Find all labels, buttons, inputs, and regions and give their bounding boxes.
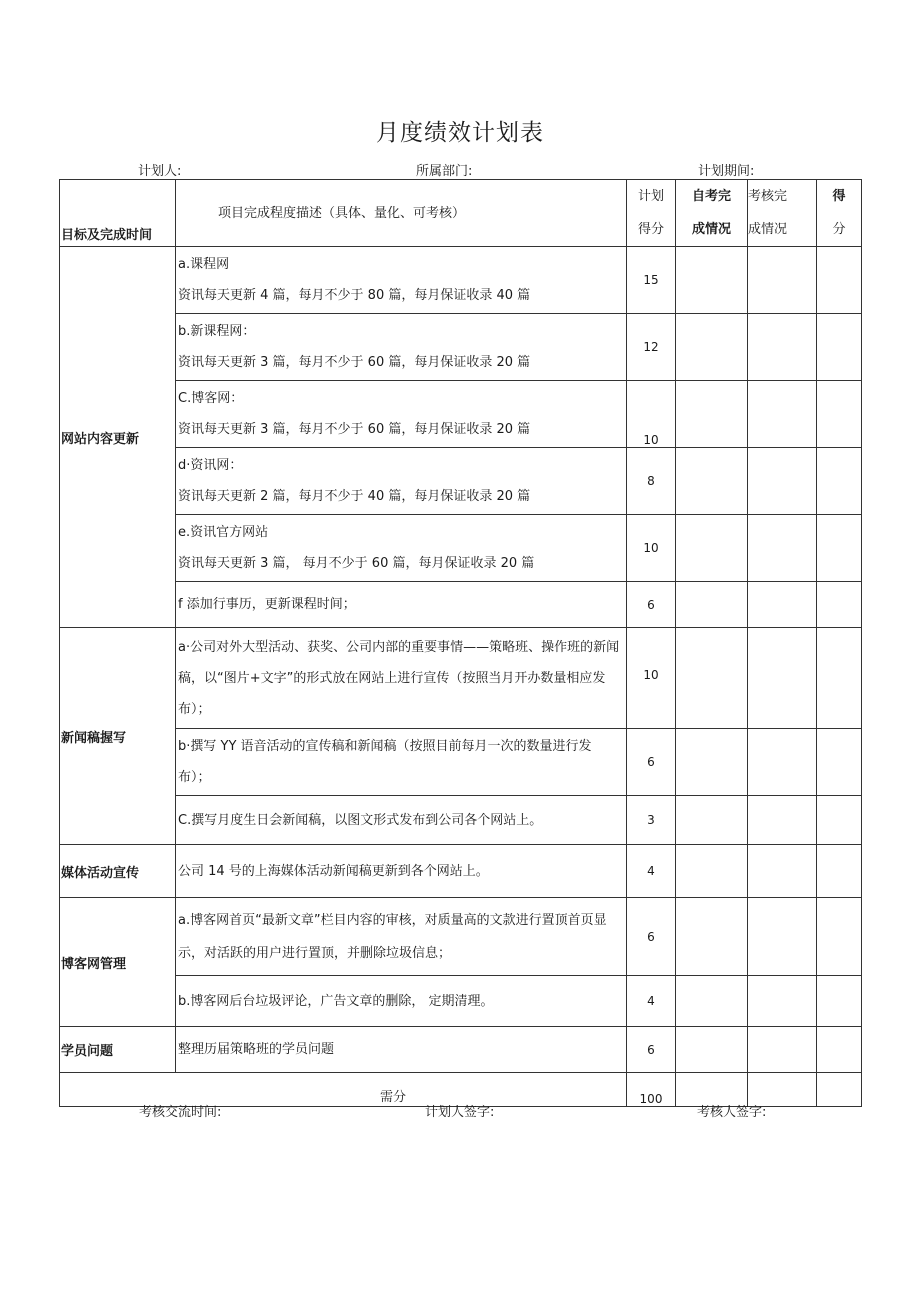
header-review-line2: 成情况 [748,222,788,237]
score-cell[interactable] [817,247,862,314]
plan-score-cell [627,845,676,898]
header-row [60,180,862,247]
score-cell[interactable] [817,314,862,381]
description-line: 资讯每天更新 2 篇，每月不少于 40 篇，每月保证收录 20 篇 [178,489,531,504]
plan-score-cell [627,729,676,796]
description-cell [176,976,627,1027]
self-check-cell[interactable] [676,729,748,796]
plan-score-cell [627,448,676,515]
review-cell[interactable] [748,515,817,582]
score-cell[interactable] [817,898,862,976]
description-text: b.博客网后台垃圾评论，广告文章的删除， 定期清理。 [178,993,494,1009]
self-check-cell[interactable] [676,381,748,448]
plan-score-cell [627,628,676,729]
description-line: 资讯每天更新 3 篇，每月不少于 60 篇，每月保证收录 20 篇 [178,422,531,437]
description-cell [176,1027,627,1073]
goal-text: 学员问题 [61,1044,114,1059]
table-row [60,314,862,381]
header-plan-score-line1: 计划 [637,189,664,204]
plan-score-cell [627,515,676,582]
plan-score-cell [627,247,676,314]
plan-score: 6 [647,929,655,944]
header-self-check-line1: 自考完 [691,189,731,204]
table-row [60,448,862,515]
plan-score-cell [627,582,676,628]
self-check-cell[interactable] [676,898,748,976]
self-check-cell[interactable] [676,582,748,628]
self-check-cell[interactable] [676,796,748,845]
description-line: d·资讯网： [178,458,243,473]
self-check-cell[interactable] [676,845,748,898]
score-cell[interactable] [817,582,862,628]
header-plan-score [627,180,676,247]
goal-text: 博客网管理 [61,956,127,972]
plan-score: 4 [647,994,655,1008]
review-cell[interactable] [748,976,817,1027]
review-cell[interactable] [748,448,817,515]
header-goal-time-text: 目标及完成时间 [61,228,153,243]
review-cell[interactable] [748,381,817,448]
plan-score: 12 [643,340,659,354]
plan-score-cell [627,976,676,1027]
table-row [60,247,862,314]
plan-score: 15 [643,273,659,287]
table-row [60,582,862,628]
reviewer-signature-label: 考核人签字: [697,1105,767,1120]
score-cell[interactable] [817,1027,862,1073]
description-text: 公司 14 号的上海媒体活动新闻稿更新到各个网站上。 [178,863,489,879]
score-cell[interactable] [817,796,862,845]
plan-score: 6 [647,755,655,769]
goal-cell [60,247,176,628]
description-cell [176,448,627,515]
plan-score: 10 [643,668,659,682]
table-row [60,729,862,796]
planner-label: 计划人: [138,164,182,179]
review-cell[interactable] [748,1027,817,1073]
description-line: C.博客网： [178,391,244,406]
plan-score-cell [627,796,676,845]
page-title: 月度绩效计划表 [376,120,544,146]
header-plan-score-line2: 得分 [637,222,664,237]
table-row [60,976,862,1027]
total-score-cell [627,1073,676,1107]
description-text: 整理历届策略班的学员问题 [178,1042,335,1057]
department-label: 所属部门: [416,164,473,179]
table-row [60,796,862,845]
review-cell[interactable] [748,729,817,796]
review-cell[interactable] [748,628,817,729]
description-line: 资讯每天更新 3 篇，每月不少于 60 篇，每月保证收录 20 篇 [178,355,531,370]
plan-score: 6 [647,1042,655,1057]
total-score-final-cell[interactable] [817,1073,862,1107]
header-description [176,180,627,247]
self-check-cell[interactable] [676,628,748,729]
score-cell[interactable] [817,845,862,898]
goal-text: 网站内容更新 [61,431,140,447]
planner-signature-label: 计划人签字: [425,1105,495,1120]
header-self-check [676,180,748,247]
review-cell[interactable] [748,582,817,628]
description-cell [176,247,627,314]
plan-score: 10 [643,433,659,447]
header-score-line2: 分 [832,222,846,237]
header-description-text: 项目完成程度描述（具体、量化、可考核） [218,206,466,221]
plan-score: 3 [647,813,655,827]
goal-text: 新闻稿握写 [61,730,127,746]
description-text: a.博客网首页“最新文章”栏目内容的审核，对质量高的文款进行置顶首页显示，对活跃的用户进行置顶，并删除垃圾信息； [178,912,607,961]
plan-score-cell [627,381,676,448]
description-text: C.撰写月度生日会新闻稿，以图文形式发布到公司各个网站上。 [178,812,543,828]
score-cell[interactable] [817,381,862,448]
header-score-line1: 得 [832,189,846,204]
plan-score-cell [627,898,676,976]
self-check-cell[interactable] [676,314,748,381]
description-text: b·撰写 YY 语音活动的宣传稿和新闻稿（按照目前每月一次的数量进行发布）； [178,739,592,785]
plan-score-cell [627,314,676,381]
table-row [60,628,862,729]
description-cell [176,628,627,729]
header-review-line1: 考核完 [748,189,788,204]
header-score [817,180,862,247]
score-cell[interactable] [817,628,862,729]
description-line: f 添加行事历，更新课程时间； [178,597,356,612]
goal-cell [60,1027,176,1073]
score-cell[interactable] [817,515,862,582]
self-check-cell[interactable] [676,1027,748,1073]
score-cell[interactable] [817,448,862,515]
description-cell [176,314,627,381]
score-cell[interactable] [817,976,862,1027]
review-cell[interactable] [748,247,817,314]
total-label: 需分 [379,1090,406,1105]
description-cell [176,845,627,898]
total-score: 100 [639,1092,663,1106]
plan-score: 6 [647,597,655,612]
header-goal-time [60,180,176,247]
review-cell[interactable] [748,845,817,898]
self-check-cell[interactable] [676,515,748,582]
plan-score: 4 [647,864,655,878]
description-cell [176,729,627,796]
plan-score: 8 [647,474,655,488]
description-line: 资讯每天更新 3 篇， 每月不少于 60 篇，每月保证收录 20 篇 [178,556,535,571]
table-row [60,515,862,582]
description-cell [176,515,627,582]
description-cell [176,582,627,628]
description-line: e.资讯官方网站 [178,525,269,540]
table-row [60,381,862,448]
description-line: a.课程网 [178,257,230,272]
review-cell[interactable] [748,314,817,381]
plan-score-cell [627,1027,676,1073]
self-check-cell[interactable] [676,448,748,515]
table-row [60,1027,862,1073]
description-cell [176,898,627,976]
description-cell [176,381,627,448]
description-line: b.新课程网： [178,324,256,339]
review-time-label: 考核交流时间: [139,1105,222,1120]
description-line: 资讯每天更新 4 篇，每月不少于 80 篇，每月保证收录 40 篇 [178,288,531,303]
table-row [60,898,862,976]
header-self-check-line2: 成情况 [691,222,731,237]
performance-plan-table [59,179,862,1107]
description-text: a·公司对外大型活动、获奖、公司内部的重要事情——策略班、操作班的新闻稿，以“图片+文字”的形式放在网站上进行宣传（按照当月开办数量相应发布）； [178,639,620,717]
goal-cell [60,628,176,845]
header-review [748,180,817,247]
goal-cell [60,898,176,1027]
score-cell[interactable] [817,729,862,796]
period-label: 计划期间: [698,164,755,179]
review-cell[interactable] [748,796,817,845]
description-cell [176,796,627,845]
goal-text: 媒体活动宣传 [61,865,140,881]
self-check-cell[interactable] [676,247,748,314]
goal-cell [60,845,176,898]
table-row [60,845,862,898]
review-cell[interactable] [748,898,817,976]
plan-score: 10 [643,541,659,555]
self-check-cell[interactable] [676,976,748,1027]
